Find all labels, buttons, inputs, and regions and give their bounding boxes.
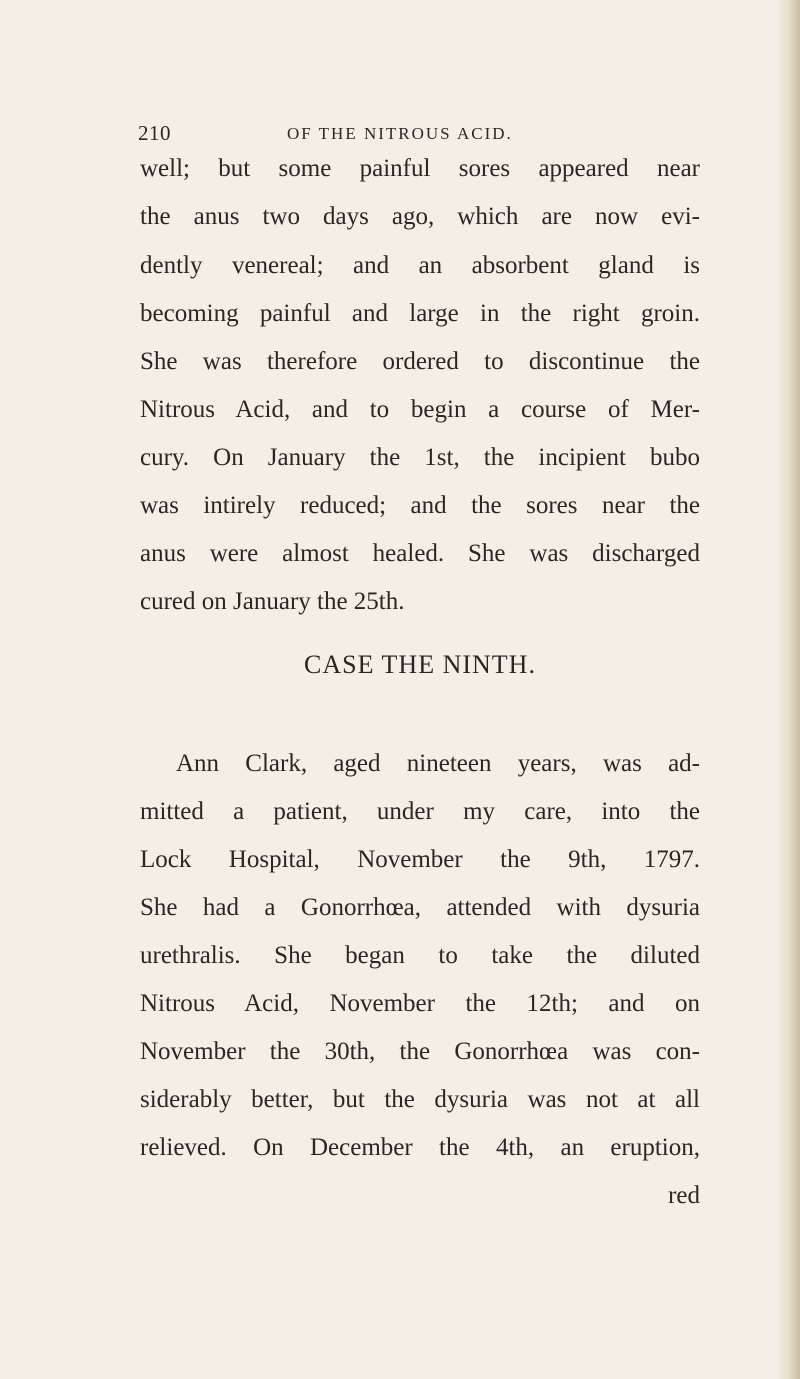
running-head: OF THE NITROUS ACID. — [287, 124, 513, 143]
text-line: mitted a patient, under my care, into the — [140, 798, 700, 825]
text-line: well; but some painful sores appeared near — [140, 155, 700, 182]
section-heading: CASE THE NINTH. — [304, 650, 536, 679]
text-line: anus were almost healed. She was discharged — [140, 540, 700, 567]
text-line: urethralis. She began to take the diluted — [140, 942, 700, 969]
text-line: relieved. On December the 4th, an eruption, — [140, 1134, 700, 1161]
text-line: Ann Clark, aged nineteen years, was ad- — [176, 750, 700, 777]
text-line: was intirely reduced; and the sores near the — [140, 492, 700, 519]
text-line: Nitrous Acid, and to begin a course of Mer- — [140, 396, 700, 423]
catchword: red — [668, 1182, 700, 1209]
text-line: dently venereal; and an absorbent gland is — [140, 252, 700, 279]
text-line: the anus two days ago, which are now evi- — [140, 203, 700, 230]
text-line: November the 30th, the Gonorrhœa was con- — [140, 1038, 700, 1065]
page-header — [138, 120, 698, 150]
text-line: She had a Gonorrhœa, attended with dysuria — [140, 894, 700, 921]
text-line: siderably better, but the dysuria was not at all — [140, 1086, 700, 1113]
page-edge-shadow — [778, 0, 800, 1379]
text-line: Lock Hospital, November the 9th, 1797. — [140, 846, 700, 873]
page-number: 210 — [138, 121, 171, 145]
text-line: becoming painful and large in the right groin. — [140, 300, 700, 327]
text-line: cured on January the 25th. — [140, 588, 405, 615]
text-line: cury. On January the 1st, the incipient bubo — [140, 444, 700, 471]
text-line: Nitrous Acid, November the 12th; and on — [140, 990, 700, 1017]
text-line: She was therefore ordered to discontinue the — [140, 348, 700, 375]
